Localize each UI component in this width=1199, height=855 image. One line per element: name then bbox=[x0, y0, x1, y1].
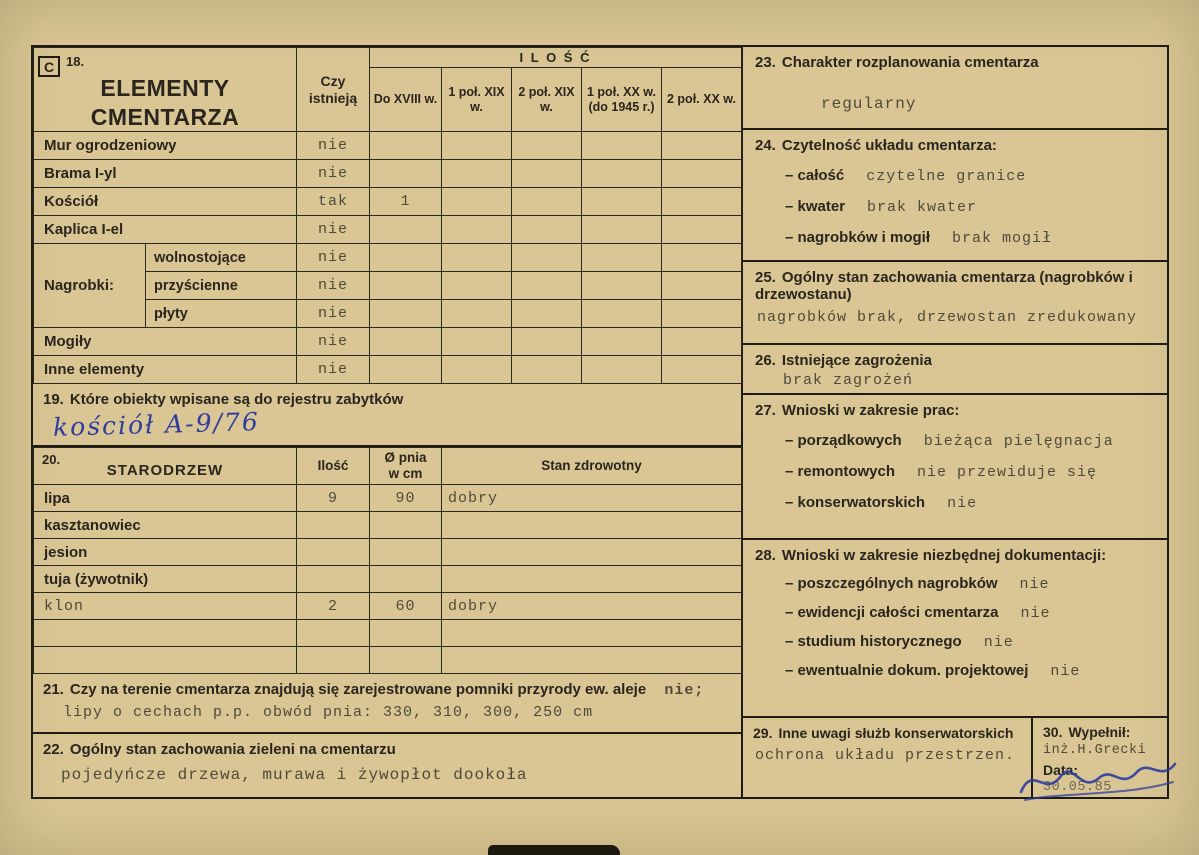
starodrzew-header-cell bbox=[34, 448, 297, 485]
exists-value: nie bbox=[297, 244, 370, 272]
section-heading bbox=[755, 547, 1159, 564]
tree-name bbox=[34, 647, 297, 674]
exists-value: tak bbox=[297, 188, 370, 216]
tree-row bbox=[34, 539, 742, 566]
qty-cell bbox=[442, 328, 512, 356]
section-number: 30. bbox=[1043, 724, 1063, 740]
qty-cell bbox=[370, 328, 442, 356]
qty-cell bbox=[512, 300, 582, 328]
section-label: Wnioski w zakresie prac: bbox=[781, 402, 960, 419]
tree-diameter: 60 bbox=[370, 593, 442, 620]
qty-cell bbox=[582, 188, 662, 216]
tree-name: tuja (żywotnik) bbox=[34, 566, 297, 593]
typed-value: regularny bbox=[821, 95, 917, 113]
diameter-header-line2: w cm bbox=[388, 466, 423, 481]
qty-cell bbox=[512, 356, 582, 384]
section-letter-box: C bbox=[38, 56, 60, 77]
typed-value: brak zagrożeń bbox=[783, 372, 914, 389]
form-field-line bbox=[785, 662, 1159, 680]
qty-cell bbox=[370, 300, 442, 328]
scan-smudge bbox=[488, 845, 620, 855]
tree-health bbox=[442, 512, 742, 539]
qty-column-header: Ilość bbox=[297, 448, 370, 485]
filled-by-name: inż.H.Grecki bbox=[1043, 743, 1147, 758]
typed-value: pojedyńcze drzewa, murawa i żywopłot dookoła bbox=[61, 766, 528, 784]
quantity-header: I L O Ś Ć bbox=[370, 48, 742, 68]
section-number: 26. bbox=[755, 352, 776, 369]
date-value: 30.05.85 bbox=[1043, 780, 1112, 795]
period-header: 2 poł. XIX w. bbox=[512, 68, 582, 132]
section-heading bbox=[753, 725, 1025, 741]
section-26-threats bbox=[743, 345, 1167, 395]
qty-cell bbox=[582, 328, 662, 356]
section-22-greenery-state bbox=[33, 734, 741, 797]
section-label: Które obiekty wpisane są do rejestru zabytków bbox=[69, 391, 404, 408]
old-trees-table bbox=[33, 447, 742, 674]
section-number: 29. bbox=[753, 725, 773, 741]
tree-qty bbox=[297, 647, 370, 674]
tree-health bbox=[442, 566, 742, 593]
elements-row bbox=[34, 188, 742, 216]
tree-row bbox=[34, 620, 742, 647]
section-heading bbox=[1043, 724, 1161, 740]
tree-name bbox=[34, 620, 297, 647]
tree-health bbox=[442, 647, 742, 674]
section-30-filled-by bbox=[1033, 718, 1167, 797]
section-23-layout-character bbox=[743, 47, 1167, 130]
qty-cell bbox=[662, 356, 742, 384]
section-label: Istniejące zagrożenia bbox=[781, 352, 932, 369]
exists-value: nie bbox=[297, 132, 370, 160]
tree-row bbox=[34, 566, 742, 593]
exists-column-header: Czy istnieją bbox=[297, 48, 370, 132]
row-label: wolnostojące bbox=[146, 244, 297, 272]
qty-cell bbox=[662, 328, 742, 356]
form-field-line bbox=[785, 494, 1159, 512]
row-label: Kaplica I-el bbox=[34, 216, 297, 244]
section-24-layout-legibility bbox=[743, 130, 1167, 262]
tree-row bbox=[34, 512, 742, 539]
qty-cell bbox=[512, 272, 582, 300]
tree-diameter bbox=[370, 647, 442, 674]
field-label: – całość bbox=[785, 167, 845, 184]
starodrzew-title: STARODRZEW bbox=[106, 461, 224, 479]
row-label: Mogiły bbox=[34, 328, 297, 356]
qty-cell bbox=[662, 160, 742, 188]
tree-name: jesion bbox=[34, 539, 297, 566]
tree-qty bbox=[297, 566, 370, 593]
section-27-work-recommendations bbox=[743, 395, 1167, 540]
diameter-header-line1: Ø pnia bbox=[384, 449, 427, 465]
typed-value: nie przewiduje się bbox=[917, 464, 1098, 481]
section-label: Czy na terenie cmentarza znajdują się zarejestrowane pomniki przyrody ew. aleje bbox=[69, 681, 647, 698]
section-28-documentation-recommendations bbox=[743, 540, 1167, 718]
tree-health bbox=[442, 539, 742, 566]
typed-value: czytelne granice bbox=[866, 168, 1027, 185]
qty-cell bbox=[442, 160, 512, 188]
form-field-line bbox=[785, 633, 1159, 651]
qty-cell bbox=[370, 132, 442, 160]
section-label: Ogólny stan zachowania zieleni na cmentarzu bbox=[69, 741, 396, 758]
section-label: Charakter rozplanowania cmentarza bbox=[781, 54, 1039, 71]
period-header: 2 poł. XX w. bbox=[662, 68, 742, 132]
qty-cell bbox=[662, 272, 742, 300]
section-number: 27. bbox=[755, 402, 776, 419]
diameter-column-header bbox=[370, 448, 442, 485]
typed-value: nie bbox=[1050, 663, 1081, 680]
qty-cell bbox=[582, 160, 662, 188]
section-heading bbox=[755, 402, 1159, 419]
qty-cell bbox=[662, 188, 742, 216]
section-label: Inne uwagi służb konserwatorskich bbox=[778, 725, 1014, 741]
section-number: 28. bbox=[755, 547, 776, 564]
typed-value: nie bbox=[1020, 605, 1051, 622]
tree-row bbox=[34, 593, 742, 620]
exists-value: nie bbox=[297, 160, 370, 188]
tree-health: dobry bbox=[442, 485, 742, 512]
qty-cell bbox=[370, 216, 442, 244]
tree-qty: 2 bbox=[297, 593, 370, 620]
field-label: – ewidencji całości cmentarza bbox=[785, 604, 999, 621]
tree-name: lipa bbox=[34, 485, 297, 512]
section-label: Czytelność układu cmentarza: bbox=[781, 137, 997, 154]
tree-qty: 9 bbox=[297, 485, 370, 512]
qty-cell bbox=[662, 132, 742, 160]
typed-note: lipy o cechach p.p. obwód pnia: 330, 310, 300, 250 cm bbox=[63, 704, 594, 721]
field-label: – nagrobków i mogił bbox=[785, 229, 931, 246]
section-29-conservator-remarks bbox=[743, 718, 1033, 797]
left-panel bbox=[33, 47, 743, 797]
exists-value: nie bbox=[297, 272, 370, 300]
tree-row bbox=[34, 485, 742, 512]
section-heading bbox=[755, 352, 1159, 369]
section-label: Ogólny stan zachowania cmentarza (nagrobków i drzewostanu) bbox=[755, 269, 1133, 303]
qty-cell bbox=[442, 356, 512, 384]
qty-cell: 1 bbox=[370, 188, 442, 216]
form-field-line bbox=[785, 463, 1159, 481]
tree-name-typed: klon bbox=[34, 593, 297, 620]
section-heading bbox=[755, 137, 1159, 154]
section-heading bbox=[33, 734, 741, 758]
qty-cell bbox=[662, 300, 742, 328]
form-field-line bbox=[785, 575, 1159, 593]
qty-cell bbox=[442, 216, 512, 244]
qty-cell bbox=[512, 132, 582, 160]
exists-value: nie bbox=[297, 328, 370, 356]
section-29-30-container bbox=[743, 718, 1167, 797]
form-field-line bbox=[785, 604, 1159, 622]
tree-diameter bbox=[370, 620, 442, 647]
typed-answer: nie; bbox=[664, 682, 705, 699]
tree-qty bbox=[297, 512, 370, 539]
row-label: Brama I-yl bbox=[34, 160, 297, 188]
qty-cell bbox=[582, 300, 662, 328]
elements-row bbox=[34, 132, 742, 160]
section-number: 25. bbox=[755, 269, 776, 286]
section-heading bbox=[33, 384, 741, 408]
section-number: 20. bbox=[42, 452, 61, 467]
field-label: – poszczególnych nagrobków bbox=[785, 575, 998, 592]
typed-value: ochrona układu przestrzen. bbox=[755, 747, 1016, 764]
tree-row bbox=[34, 647, 742, 674]
qty-cell bbox=[442, 188, 512, 216]
section-label: Wnioski w zakresie niezbędnej dokumentacji: bbox=[781, 547, 1107, 564]
qty-cell bbox=[582, 244, 662, 272]
tree-name: kasztanowiec bbox=[34, 512, 297, 539]
tree-health bbox=[442, 620, 742, 647]
health-column-header: Stan zdrowotny bbox=[442, 448, 742, 485]
row-label: płyty bbox=[146, 300, 297, 328]
section-25-preservation-state bbox=[743, 262, 1167, 345]
qty-cell bbox=[442, 132, 512, 160]
section-number: 24. bbox=[755, 137, 776, 154]
form-frame bbox=[31, 45, 1169, 799]
qty-cell bbox=[370, 244, 442, 272]
qty-cell bbox=[582, 216, 662, 244]
section-21-nature-monuments bbox=[33, 674, 741, 734]
elements-row bbox=[34, 328, 742, 356]
period-header: 1 poł. XX w. (do 1945 r.) bbox=[582, 68, 662, 132]
qty-cell bbox=[512, 188, 582, 216]
elements-title: ELEMENTY CMENTARZA bbox=[90, 75, 240, 130]
section-19-registry bbox=[33, 384, 741, 447]
qty-cell bbox=[582, 132, 662, 160]
field-label: – studium historycznego bbox=[785, 633, 962, 650]
qty-cell bbox=[442, 300, 512, 328]
nagrobki-group-label: Nagrobki: bbox=[34, 244, 146, 328]
elements-number: 18. bbox=[66, 54, 85, 69]
section-heading bbox=[33, 674, 741, 699]
row-label: przyścienne bbox=[146, 272, 297, 300]
elements-row bbox=[34, 160, 742, 188]
exists-value: nie bbox=[297, 356, 370, 384]
qty-cell bbox=[662, 216, 742, 244]
form-field-line bbox=[785, 198, 1159, 216]
elements-row-nagrobki bbox=[34, 244, 742, 272]
field-label: – kwater bbox=[785, 198, 846, 215]
exists-value: nie bbox=[297, 216, 370, 244]
qty-cell bbox=[512, 328, 582, 356]
typed-value: bieżąca pielęgnacja bbox=[923, 433, 1114, 450]
tree-diameter: 90 bbox=[370, 485, 442, 512]
tree-qty bbox=[297, 620, 370, 647]
qty-cell bbox=[512, 160, 582, 188]
field-label: – porządkowych bbox=[785, 432, 902, 449]
field-label: – remontowych bbox=[785, 463, 896, 480]
tree-health: dobry bbox=[442, 593, 742, 620]
section-number: 21. bbox=[43, 681, 64, 698]
row-label: Mur ogrodzeniowy bbox=[34, 132, 297, 160]
period-header: Do XVIII w. bbox=[370, 68, 442, 132]
section-heading bbox=[755, 54, 1159, 71]
qty-cell bbox=[512, 244, 582, 272]
typed-value: brak mogił bbox=[952, 230, 1053, 247]
row-label: Inne elementy bbox=[34, 356, 297, 384]
date-label: Data: bbox=[1043, 762, 1079, 778]
qty-cell bbox=[582, 356, 662, 384]
form-field-line bbox=[785, 432, 1159, 450]
qty-cell bbox=[370, 160, 442, 188]
qty-cell bbox=[442, 244, 512, 272]
elements-row bbox=[34, 216, 742, 244]
section-number: 23. bbox=[755, 54, 776, 71]
field-label: – konserwatorskich bbox=[785, 494, 926, 511]
qty-cell bbox=[442, 272, 512, 300]
typed-value: nie bbox=[1019, 576, 1050, 593]
right-panel bbox=[743, 47, 1167, 797]
typed-value: nie bbox=[983, 634, 1014, 651]
form-field-line bbox=[785, 229, 1159, 247]
form-field-line bbox=[785, 167, 1159, 185]
field-label: – ewentualnie dokum. projektowej bbox=[785, 662, 1029, 679]
section-label: Wypełnił: bbox=[1068, 724, 1131, 740]
qty-cell bbox=[370, 356, 442, 384]
section-number: 19. bbox=[43, 391, 64, 408]
typed-value: brak kwater bbox=[867, 199, 978, 216]
qty-cell bbox=[662, 244, 742, 272]
tree-qty bbox=[297, 539, 370, 566]
period-header: 1 poł. XIX w. bbox=[442, 68, 512, 132]
elements-title-cell bbox=[34, 48, 297, 132]
section-number: 22. bbox=[43, 741, 64, 758]
handwritten-registry-entry: kościół A-9/76 bbox=[52, 407, 261, 442]
row-label: Kościół bbox=[34, 188, 297, 216]
tree-diameter bbox=[370, 566, 442, 593]
typed-value: nie bbox=[947, 495, 978, 512]
tree-diameter bbox=[370, 539, 442, 566]
qty-cell bbox=[512, 216, 582, 244]
typed-value: nagrobków brak, drzewostan zredukowany bbox=[757, 309, 1138, 326]
section-heading bbox=[755, 269, 1159, 303]
qty-cell bbox=[582, 272, 662, 300]
tree-diameter bbox=[370, 512, 442, 539]
exists-value: nie bbox=[297, 300, 370, 328]
qty-cell bbox=[370, 272, 442, 300]
elements-row bbox=[34, 356, 742, 384]
elements-table bbox=[33, 47, 742, 384]
